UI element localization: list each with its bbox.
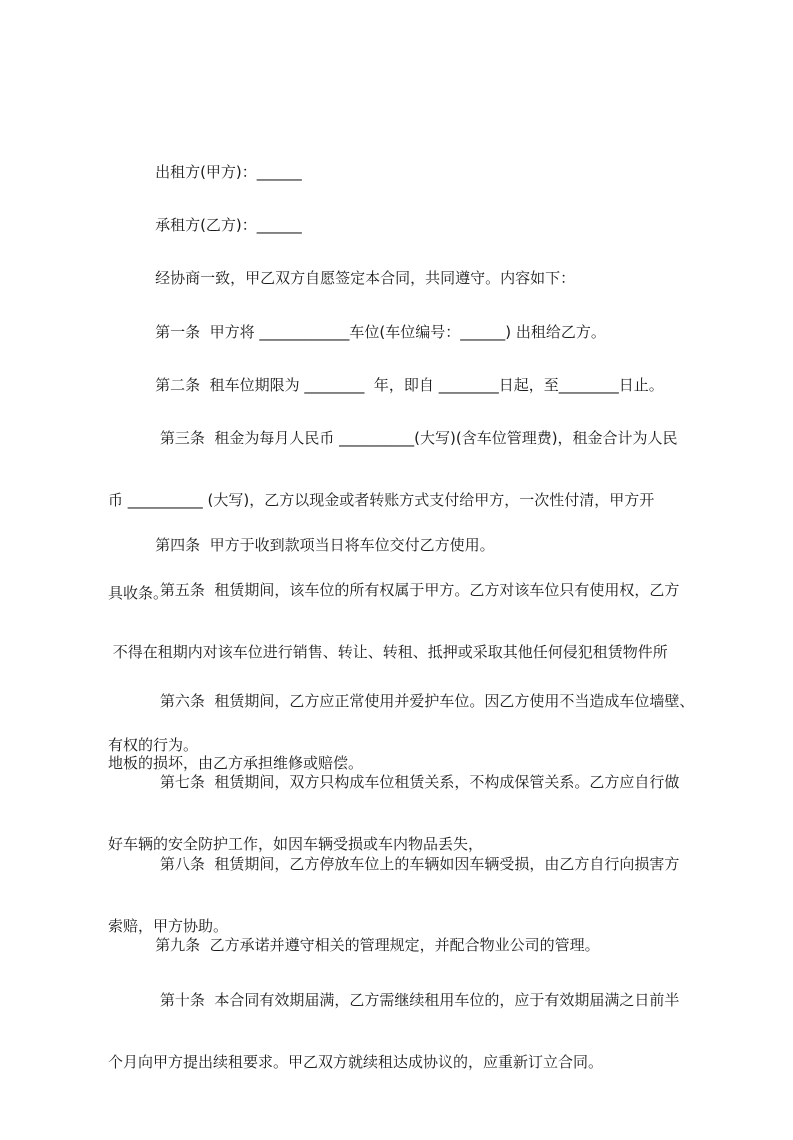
article-10 [108,954,716,1140]
article-3-line-2: 币 __________ (大写)，乙方以现金或者转账方式支付给甲方，一次性付清，甲方开 [108,491,655,509]
article-2-text: 第二条 租车位期限为 ________ 年，即自 ________日起，至________日止。 [155,376,664,394]
article-3-line-3: 具收条。 [108,584,169,602]
intro-text: 经协商一致，甲乙双方自愿签定本合同，共同遵守。内容如下： [155,269,576,287]
article-7-line-2: 好车辆的安全防护工作，如因车辆受损或车内物品丢失， [108,835,484,853]
article-5-line-1: 第五条 租赁期间，该车位的所有权属于甲方。乙方对该车位只有使用权，乙方 [155,581,680,599]
article-4-text: 第四条 甲方于收到款项当日将车位交付乙方使用。 [155,536,495,554]
article-10-line-2: 个月向甲方提出续租要求。甲乙双方就续租达成协议的，应重新订立合同。 [108,1053,604,1071]
article-1-text: 第一条 甲方将 ____________车位(车位编号：______) 出租给乙方。 [155,323,606,341]
article-6-line-1: 第六条 租赁期间，乙方应正常使用并爱护车位。因乙方使用不当造成车位墙壁、 [155,692,695,710]
lessee-text: 承租方(乙方)：______ [155,216,302,234]
article-6-line-2: 地板的损坏，由乙方承担维修或赔偿。 [108,754,364,772]
article-5-line-2: 不得在租期内对该车位进行销售、转让、转租、抵押或采取其他任何侵犯租赁物件所 [108,643,668,661]
article-9-text: 第九条 乙方承诺并遵守相关的管理规定，并配合物业公司的管理。 [155,936,600,954]
article-8-line-2: 索赔，甲方协助。 [108,917,229,935]
article-5-line-3: 有权的行为。 [108,736,199,754]
article-3-line-1: 第三条 租金为每月人民币 __________(大写)(含车位管理费)，租金合计为人民 [155,429,678,447]
article-10-line-1: 第十条 本合同有效期届满，乙方需继续租用车位的，应于有效期届满之日前半 [155,991,680,1009]
lessor-text: 出租方(甲方)：______ [155,163,302,181]
article-8-line-1: 第八条 租赁期间，乙方停放车位上的车辆如因车辆受损，由乙方自行向损害方 [155,855,680,873]
article-7-line-1: 第七条 租赁期间，双方只构成车位租赁关系，不构成保管关系。乙方应自行做 [155,773,680,791]
